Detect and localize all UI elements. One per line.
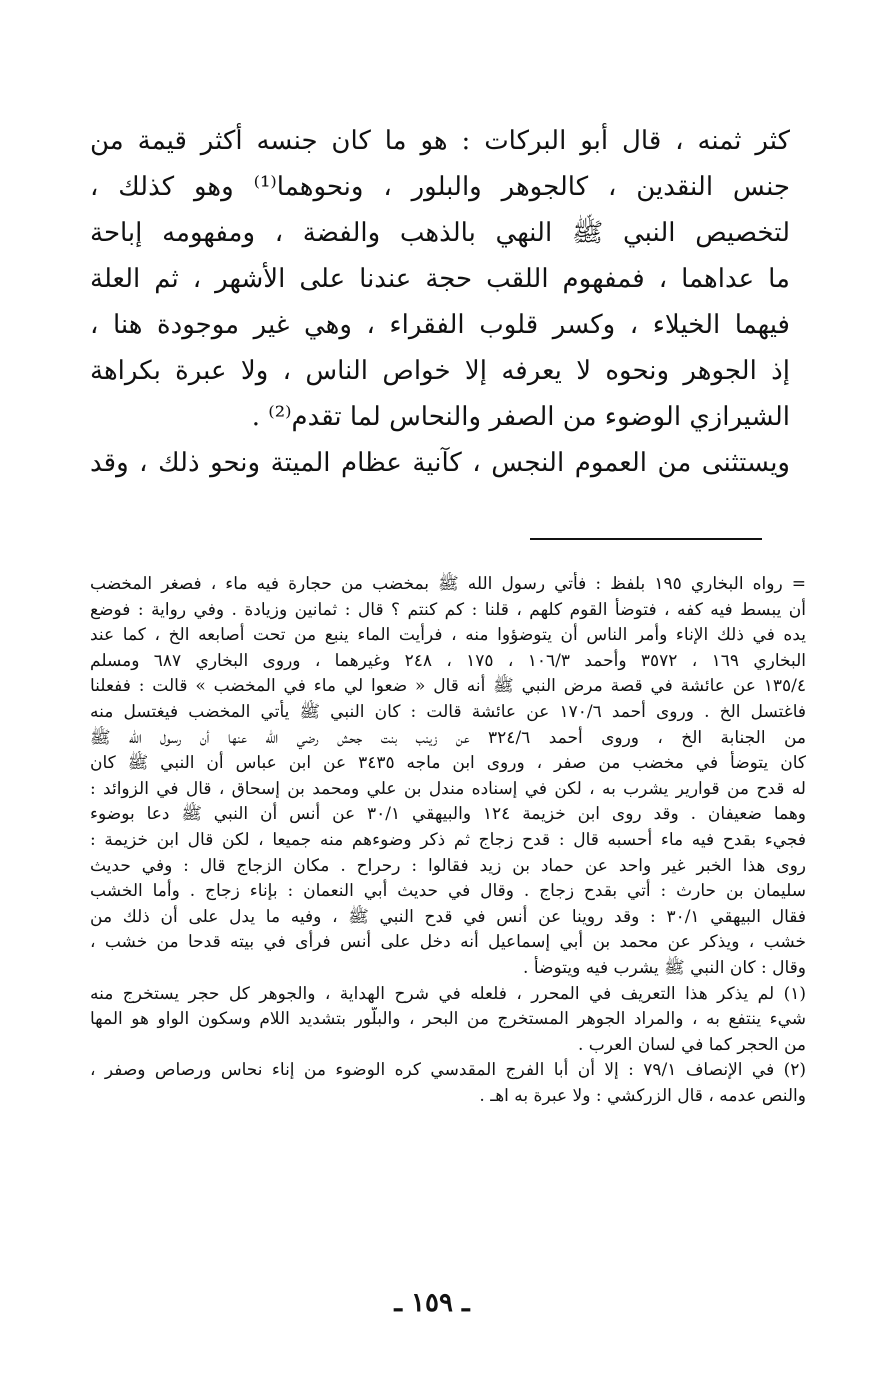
- footnote-line: ١٣٥/٤ عن عائشة في قصة مرض النبي ﷺ أنه قال « ضعوا لي ماء في المخضب » قالت : ففعلنا: [90, 676, 806, 697]
- main-text-line: الشيرازي الوضوء من الصفر والنحاس لما تقدم⁽²⁾ .: [251, 402, 790, 432]
- footnote-line: البخاري ١٦٩ ، ٣٥٧٢ وأحمد ١٠٦/٣ ، ١٧٥ ، ٢٤٨ وغيرهما ، وروى البخاري ٦٨٧ ومسلم: [90, 650, 806, 671]
- footnotes-block: [90, 572, 806, 1109]
- main-text-line: ويستثنى من العموم النجس ، كآنية عظام الميتة ونحو ذلك ، وقد: [90, 448, 790, 478]
- footnote-line: خشب ، ويذكر عن محمد بن أبي إسماعيل أنه دخل على أنس فرأى في بيته قدحا من خشب ،: [90, 932, 806, 953]
- footnote-line: وقال : كان النبي ﷺ يشرب فيه ويتوضأ .: [523, 957, 806, 978]
- footnote-line: سليمان بن حارث : أتي بقدح زجاج . وقال في حديث أبي النعمان : بإناء زجاج . وأما الخشب: [90, 881, 806, 902]
- footnote-line: = رواه البخاري ١٩٥ بلفظ : فأتي رسول الله ﷺ بمخضب من حجارة فيه ماء ، فصغر المخضب: [90, 574, 806, 594]
- footnote-line: شيء ينتفع به ، والمراد الجوهر المستخرج من البحر ، والبلّور بتشديد اللام وسكون الواو هو المها: [90, 1009, 806, 1030]
- footnote-line: والنص عدمه ، قال الزركشي : ولا عبرة به اهـ .: [479, 1085, 806, 1106]
- footnote-line: (١) لم يذكر هذا التعريف في المحرر ، فلعله في شرح الهداية ، والجوهر كل حجر يستخرج منه: [90, 983, 806, 1004]
- footnote-separator: [530, 538, 762, 540]
- main-text-line: إذ الجوهر ونحوه لا يعرفه إلا خواص الناس ، ولا عبرة بكراهة: [90, 356, 790, 386]
- footnote-line: له قدح من قوارير يشرب به ، لكن في إسناده مندل بن علي ومحمد بن إسحاق ، قال في الزوائد :: [90, 778, 806, 799]
- footnote-line: فجيء بقدح فيه ماء أحسبه قال : قدح زجاج ثم ذكر وضوءهم منه جميعا ، لكن قال ابن خزيمة :: [90, 829, 806, 850]
- main-text-line: جنس النقدين ، كالجوهر والبلور ، ونحوهما⁽¹⁾ وهو كذلك ،: [90, 172, 790, 202]
- main-text-line: كثر ثمنه ، قال أبو البركات : هو ما كان جنسه أكثر قيمة من: [90, 126, 790, 156]
- footnote-line: كان يتوضأ في مخضب من صفر ، وروى ابن ماجه ٣٤٣٥ عن ابن عباس أن النبي ﷺ كان: [90, 753, 806, 774]
- main-text-line: ما عداهما ، فمفهوم اللقب حجة عندنا على الأشهر ، ثم العلة: [90, 264, 790, 294]
- main-text-block: [90, 118, 790, 486]
- footnote-line: يده في ذلك الإناء وأمر الناس أن يتوضؤوا منه ، فرأيت الماء ينبع من تحت أصابعه الخ ، كما عند: [90, 625, 806, 646]
- main-text-line: فيهما الخيلاء ، وكسر قلوب الفقراء ، وهي غير موجودة هنا ،: [90, 310, 790, 340]
- main-text-line: لتخصيص النبي ﷺ النهي بالذهب والفضة ، ومفهومه إباحة: [90, 218, 790, 248]
- footnote-line: روى هذا الخبر غير واحد عن حماد بن زيد فقالوا : رحراح . مكان الزجاج قال : وفي حديث: [90, 855, 806, 876]
- page-number: ـ ١٥٩ ـ: [394, 1288, 470, 1318]
- footnote-line: فاغتسل الخ . وروى أحمد ١٧٠/٦ عن عائشة قالت : كان النبي ﷺ يأتي المخضب فيغتسل منه: [90, 701, 806, 722]
- footnote-line: وهما ضعيفان . وقد روى ابن خزيمة ١٢٤ والبيهقي ٣٠/١ عن أنس أن النبي ﷺ دعا بوضوء: [90, 804, 806, 825]
- footnote-line: (٢) في الإنصاف ٧٩/١ : إلا أن أبا الفرج المقدسي كره الوضوء من إناء نحاس ورصاص وصفر ،: [90, 1060, 806, 1081]
- footnote-line: من الجنابة الخ ، وروى أحمد ٣٢٤/٦ عن زينب بنت جحش رضي الله عنها أن رسول الله ﷺ: [90, 727, 806, 748]
- footnote-line: من الحجر كما في لسان العرب .: [578, 1034, 806, 1055]
- footnote-line: فقال البيهقي ٣٠/١ : وقد روينا عن أنس في قدح النبي ﷺ ، وفيه ما يدل على أن ذلك من: [90, 906, 806, 927]
- footnote-line: أن يبسط فيه كفه ، فتوضأ القوم كلهم ، قلنا : كم كنتم ؟ قال : ثمانين وزيادة . وفي رواية : فوضع: [90, 599, 806, 620]
